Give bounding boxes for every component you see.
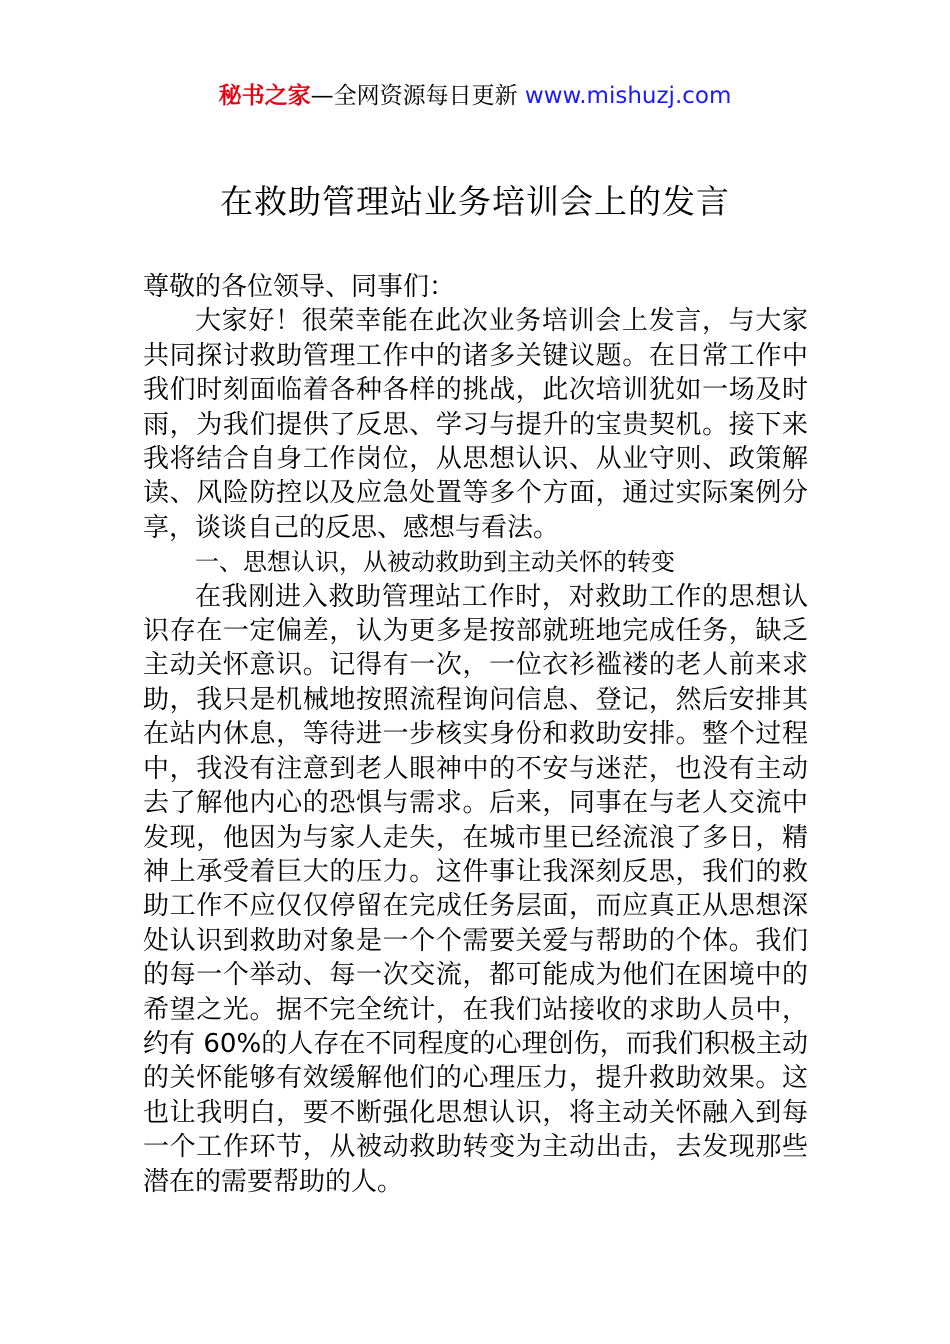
paragraph-section-1: 在我刚进入救助管理站工作时，对救助工作的思想认识存在一定偏差，认为更多是按部就班地完成任务，缺乏主动关怀意识。记得有一次，一位衣衫褴褛的老人前来求助，我只是机械地按照流程询问信息、登记，然后安排其在站内休息，等待进一步核实身份和救助安排。整个过程中，我没有注意到老人眼神中的不安与迷茫，也没有主动去了解他内心的恐惧与需求。后来，同事在与老人交流中发现，他因为与家人走失，在城市里已经流浪了多日，精神上承受着巨大的压力。这件事让我深刻反思，我们的救助工作不应仅仅停留在完成任务层面，而应真正从思想深处认识到救助对象是一个个需要关爱与帮助的个体。我们的每一个举动、每一次交流，都可能成为他们在困境中的希望之光。据不完全统计，在我们站接收的求助人员中，约有 60%的人存在不同程度的心理创伤，而我们积极主动的关怀能够有效缓解他们的心理压力，提升救助效果。这也让我明白，要不断强化思想认识，将主动关怀融入到每一个工作环节，从被动救助转变为主动出击，去发现那些潜在的需要帮助的人。 [143, 581, 808, 1197]
site-tagline: —全网资源每日更新 [310, 83, 525, 109]
site-header [0, 80, 950, 112]
section-heading: 一、思想认识，从被动救助到主动关怀的转变 [195, 548, 675, 577]
document-title: 在救助管理站业务培训会上的发言 [220, 182, 730, 221]
salutation: 尊敬的各位领导、同事们： [143, 272, 456, 302]
site-url-link[interactable]: www.mishuzj.com [524, 83, 732, 109]
brand-name: 秘书之家 [218, 83, 311, 109]
document-body [143, 270, 808, 1199]
paragraph-opening: 大家好！很荣幸能在此次业务培训会上发言，与大家共同探讨救助管理工作中的诸多关键议题。在日常工作中我们时刻面临着各种各样的挑战，此次培训犹如一场及时雨，为我们提供了反思、学习与提升的宝贵契机。接下来我将结合自身工作岗位，从思想认识、从业守则、政策解读、风险防控以及应急处置等多个方面，通过实际案例分享，谈谈自己的反思、感想与看法。 [143, 306, 808, 543]
